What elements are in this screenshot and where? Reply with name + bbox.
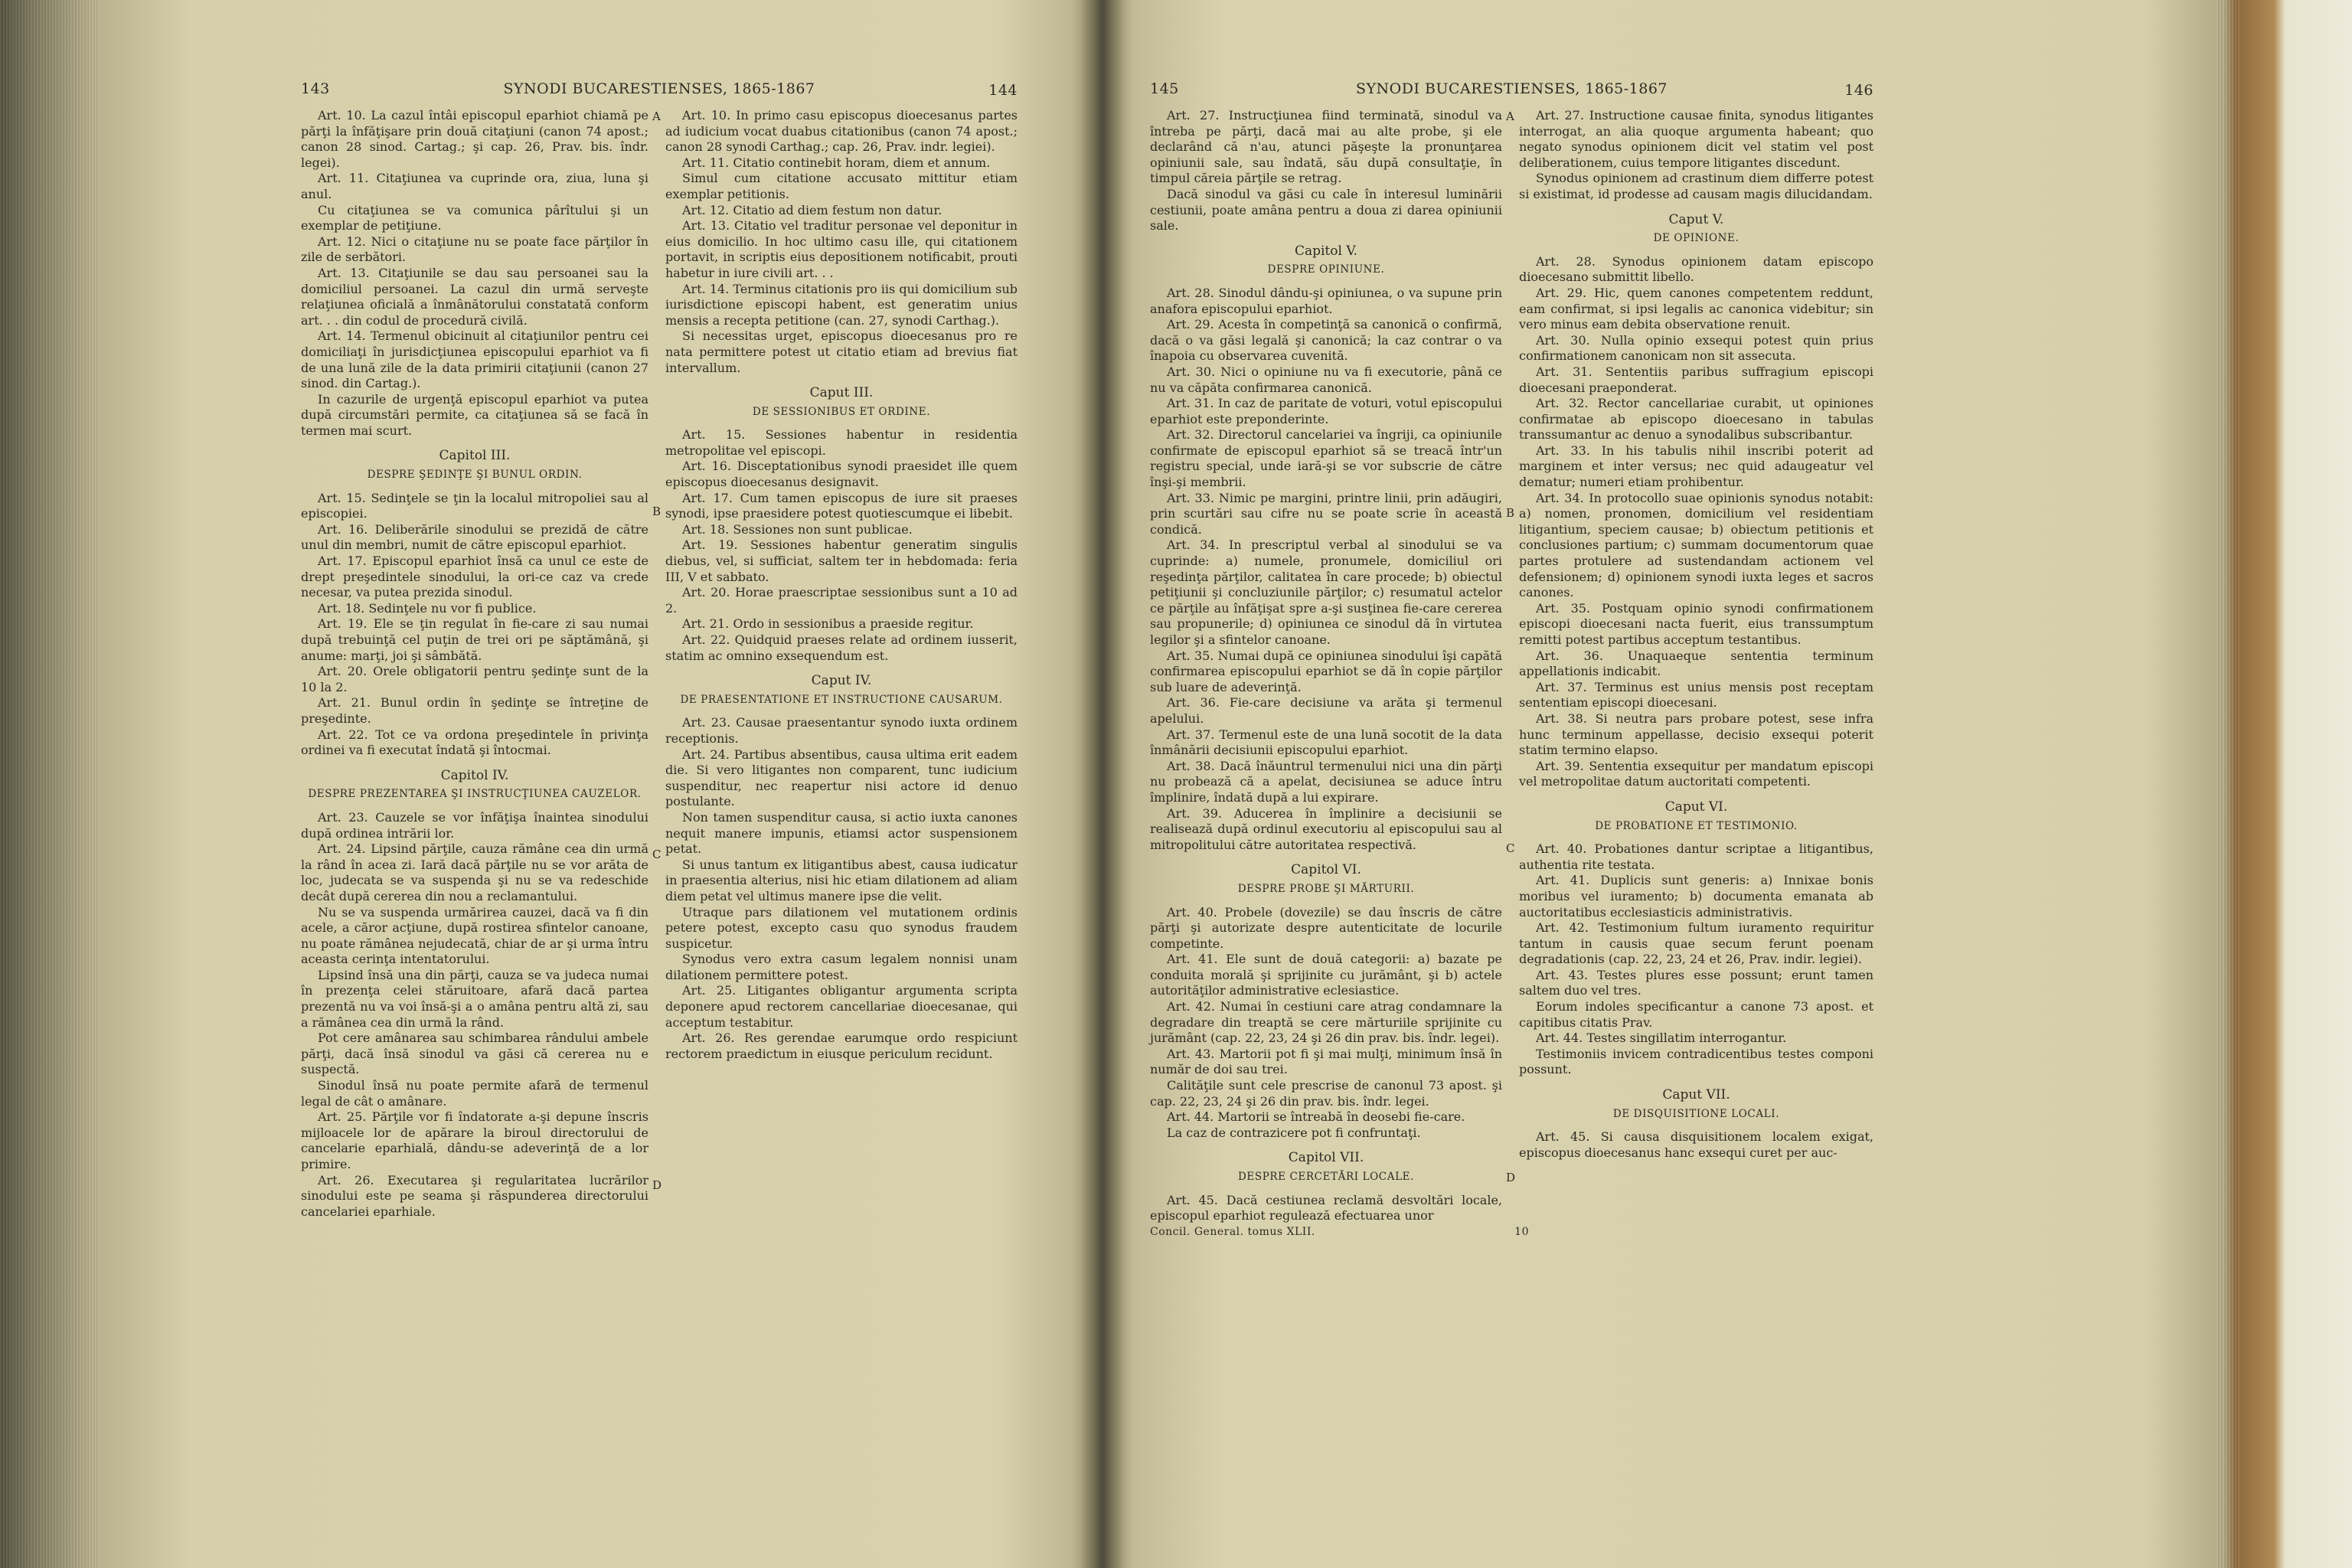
left-page — [301, 73, 1018, 1220]
page-footer — [1150, 1226, 1873, 1238]
article-paragraph: Art. 37. Terminus est unius mensis post receptam sententiam episcopi dioecesani. — [1519, 679, 1873, 710]
margin-marker: B — [652, 505, 662, 518]
romanian-column — [1150, 108, 1502, 1224]
article-paragraph: Art. 12. Citatio ad diem festum non datur. — [682, 202, 942, 217]
latin-column — [1519, 108, 1873, 1224]
article-paragraph: Art. 42. Testimonium fultum iuramento requiritur tantum in causis quae secum ferunt poenam degradationis (cap. 22, 23, 24 et 26, Prav. indir. legiei). — [1519, 920, 1873, 967]
chapter-subtitle: DE DISQUISITIONE LOCALI. — [1612, 1107, 1780, 1120]
page-edges-left — [0, 0, 100, 1568]
page-edges-right — [2216, 0, 2239, 1568]
chapter-heading: Capitol VII. — [1288, 1150, 1364, 1166]
right-page — [1150, 73, 1873, 1238]
article-paragraph: Art. 32. Rector cancellariae curabit, ut opiniones confirmatae ab episcopo dioecesano in tabulas transsumantur ac denuo a synodalibus subscribantur. — [1519, 396, 1873, 443]
running-header — [301, 73, 1018, 103]
article-paragraph: Art. 28. Synodus opinionem datam episcopo dioecesano submittit libello. — [1519, 253, 1873, 285]
article-paragraph: Art. 33. Nimic pe margini, printre linii, prin adăugiri, prin scurtări sau cifre nu se poate scrie în această condică. — [1150, 490, 1502, 537]
chapter-heading: Capitol VI. — [1291, 862, 1361, 878]
chapter-subtitle: DE SESSIONIBUS ET ORDINE. — [752, 405, 931, 418]
chapter-subtitle: DESPRE OPINIUNE. — [1267, 263, 1385, 276]
article-paragraph: Sinodul însă nu poate permite afară de termenul legal de cât o amânare. — [301, 1078, 648, 1109]
margin-marker: C — [1506, 841, 1515, 855]
chapter-heading: Caput IV. — [811, 673, 872, 689]
article-paragraph: Art. 42. Numai în cestiuni care atrag condamnare la degradare din treaptă se cere mărturiile sprijinite cu jurământ (cap. 22, 23, 24 şi 26 din prav. bis. îndr. legei). — [1150, 999, 1502, 1046]
article-paragraph: Art. 27. Instructione causae finita, synodus litigantes interrogat, an alia quoque argumenta habeant; quo negato synodus opinionem dicit vel statim vel post deliberationem, cuius tempore litigantes discedunt. — [1519, 108, 1873, 170]
chapter-heading: Caput VII. — [1662, 1087, 1730, 1103]
article-paragraph: Art. 18. Sedinţele nu vor fi publice. — [318, 600, 537, 616]
article-paragraph: Art. 15. Sessiones habentur in residentia metropolitae vel episcopi. — [665, 427, 1018, 458]
article-paragraph: Nu se va suspenda urmărirea cauzei, dacă va fi din acele, a căror acţiune, după rostirea sfintelor canoane, nu poate rămânea nejudecată, chiar de ar şi urma întru aceasta cerinţa intentatorului. — [301, 904, 648, 967]
chapter-heading: Capitol III. — [439, 448, 511, 464]
article-paragraph: Art. 31. In caz de paritate de voturi, votul episcopului eparhiot este preponderinte. — [1150, 396, 1502, 426]
running-title: SYNODI BUCARESTIENSES, 1865-1867 — [503, 80, 815, 97]
article-paragraph: Non tamen suspenditur causa, si actio iuxta canones nequit manere impunis, etiamsi actor suspensionem petat. — [665, 809, 1018, 857]
running-title: SYNODI BUCARESTIENSES, 1865-1867 — [1355, 80, 1668, 97]
margin-markers — [1502, 108, 1519, 1224]
article-paragraph: Art. 21. Ordo in sessionibus a praeside regitur. — [682, 616, 974, 632]
latin-column — [665, 108, 1018, 1220]
article-paragraph: Art. 38. Si neutra pars probare potest, sese infra hunc terminum appellasse, decisio exsequi poterit statim termino elapso. — [1519, 710, 1873, 758]
article-paragraph: Cu citaţiunea se va comunica pârîtului şi un exemplar de petiţiune. — [301, 202, 648, 234]
margin-marker: D — [1506, 1171, 1516, 1184]
article-paragraph: Art. 19. Ele se ţin regulat în fie-care zi sau numai după trebuinţă cel puţin de trei ori pe săptămână, şi anume: marţi, joi şi sâmbătă. — [301, 616, 648, 663]
article-paragraph: Art. 10. La cazul întâi episcopul eparhiot chiamă pe părţi la înfăţişare prin două citaţiuni (canon 74 apost.; canon 28 sinod. Cartag.; şi cap. 26, Prav. bis. îndr. legei). — [301, 108, 648, 170]
article-paragraph: Art. 26. Executarea şi regularitatea lucrărilor sinodului este pe seama şi răspunderea directorului cancelariei eparhiale. — [301, 1172, 648, 1219]
margin-marker: A — [1506, 109, 1514, 123]
article-paragraph: Art. 13. Citaţiunile se dau sau persoanei sau la domiciliul persoanei. La cazul din urmă serveşte relaţiunea oficială a înmânătorului constatată conform art. . . din codul de procedură civilă. — [301, 265, 648, 328]
chapter-heading: Caput VI. — [1664, 799, 1728, 815]
article-paragraph: Art. 23. Cauzele se vor înfăţişa înaintea sinodului după ordinea intrării lor. — [301, 809, 648, 841]
article-paragraph: Art. 43. Martorii pot fi şi mai mulţi, minimum însă în număr de doi sau trei. — [1150, 1046, 1502, 1077]
article-paragraph: Art. 16. Disceptationibus synodi praesidet ille quem episcopus dioecesanus designavit. — [665, 459, 1018, 490]
article-paragraph: Art. 26. Res gerendae earumque ordo respiciunt rectorem praedictum in eiusque periculum recidunt. — [665, 1031, 1018, 1061]
article-paragraph: Art. 40. Probationes dantur scriptae a litigantibus, authentia rite testata. — [1519, 841, 1873, 872]
article-paragraph: Art. 41. Ele sunt de două categorii: a) bazate pe conduita morală şi sprijinite cu jurământ, şi b) actele autorităţilor administrative eclesiastice. — [1150, 952, 1502, 998]
page-number: 143 — [301, 80, 330, 97]
chapter-heading: Capitol IV. — [440, 767, 509, 783]
article-paragraph: Art. 22. Tot ce va ordona preşedintele în privinţa ordinei va fi executat îndată şi întocmai. — [301, 727, 648, 758]
article-paragraph: Art. 15. Sedinţele se ţin la localul mitropoliei sau al episcopiei. — [301, 490, 648, 521]
article-paragraph: Art. 36. Fie-care decisiune va arăta şi termenul apelului. — [1150, 695, 1502, 726]
article-paragraph: Art. 33. In his tabulis nihil inscribi poterit ad marginem et inter versus; nec quid adaugeatur vel dematur; numeri etiam prohibentur. — [1519, 443, 1873, 490]
article-paragraph: Art. 44. Testes singillatim interrogantur. — [1536, 1031, 1787, 1046]
article-paragraph: La caz de contrazicere pot fi confruntaţi. — [1167, 1125, 1421, 1140]
article-paragraph: Art. 28. Sinodul dându-şi opiniunea, o va supune prin anafora episcopului eparhiot. — [1150, 285, 1502, 316]
article-paragraph: Art. 30. Nulla opinio exsequi potest quin prius confirmationem canonicam non sit assecuta. — [1519, 332, 1873, 364]
article-paragraph: Art. 24. Partibus absentibus, causa ultima erit eadem die. Si vero litigantes non comparent, tunc iudicium suspenditur, nec reapertur nisi actore id denuo postulante. — [665, 746, 1018, 809]
article-paragraph: Art. 14. Terminus citationis pro iis qui domicilium sub iurisdictione episcopi habent, est generatim unius mensis a recepta petitione (can. 27, synodi Carthag.). — [665, 281, 1018, 328]
chapter-subtitle: DESPRE PROBE ŞI MĂRTURII. — [1237, 882, 1415, 895]
article-paragraph: Art. 17. Episcopul eparhiot însă ca unul ce este de drept preşedintele sinodului, la ori-ce caz va crede necesar, va putea prezida sinodul. — [301, 554, 648, 600]
article-paragraph: Art. 27. Instrucţiunea fiind terminată, sinodul va întreba pe părţi, dacă mai au alte probe, şi ele declarând că n'au, atunci păşeşte la pronunţarea opiniunii sale, sau îndată, său după consultaţie, în timpul căreia părţile se retrag. — [1150, 108, 1502, 186]
article-paragraph: Utraque pars dilationem vel mutationem ordinis petere potest, excepto casu quo synodus fraudem suspicetur. — [665, 904, 1018, 951]
article-paragraph: Art. 13. Citatio vel traditur personae vel deponitur in eius domicilio. In hoc ultimo casu ille, qui citationem portavit, in scriptis eius depositionem notificabit, prouti habetur in iure civili art. . . — [665, 218, 1018, 280]
article-paragraph: Art. 11. Citaţiunea va cuprinde ora, ziua, luna şi anul. — [301, 171, 648, 201]
article-paragraph: Art. 17. Cum tamen episcopus de iure sit praeses synodi, ipse praesidere potest quotiescumque ei libebit. — [665, 490, 1018, 521]
article-paragraph: Art. 38. Dacă înăuntrul termenului nici una din părţi nu probează că a apelat, decisiunea se aduce întru împlinire, îndată după a lui expirare. — [1150, 758, 1502, 805]
article-paragraph: Art. 37. Termenul este de una lună socotit de la data înmânării decisiunii episcopului eparhiot. — [1150, 727, 1502, 758]
article-paragraph: Simul cum citatione accusato mittitur etiam exemplar petitionis. — [665, 171, 1018, 201]
margin-marker: B — [1506, 506, 1515, 520]
article-paragraph: Art. 45. Si causa disquisitionem localem exigat, episcopus dioecesanus hanc exsequi curet per auc- — [1519, 1129, 1873, 1160]
article-paragraph: Si unus tantum ex litigantibus abest, causa iudicatur in praesentia alterius, nisi hic etiam dilationem ad aliam diem petat vel ultimus manere ipse die velit. — [665, 857, 1018, 903]
article-paragraph: Si necessitas urget, episcopus dioecesanus pro re nata permittere potest ut citatio etiam ad brevius fiat intervallum. — [665, 328, 1018, 375]
article-paragraph: Art. 40. Probele (dovezile) se dau înscris de către părţi şi autorizate despre autenticitate de locurile competinte. — [1150, 904, 1502, 951]
article-paragraph: Art. 45. Dacă cestiunea reclamă desvoltări locale, episcopul eparhiot regulează efectuarea unor — [1150, 1192, 1502, 1223]
article-paragraph: Art. 14. Termenul obicinuit al citaţiunilor pentru cei domiciliaţi în jurisdicţiunea episcopului eparhiot va fi de una lună zile de la data primirii citaţiunii (canon 27 sinod. din Cartag.). — [301, 328, 648, 391]
article-paragraph: Art. 29. Acesta în competinţă sa canonică o confirmă, dacă o va găsi legală şi canonică; la caz contrar o va înapoia cu observarea cuvenită. — [1150, 317, 1502, 364]
margin-marker: C — [652, 848, 662, 861]
signature-number: 10 — [1514, 1225, 1529, 1238]
article-paragraph: Art. 34. In prescriptul verbal al sinodului se va cuprinde: a) numele, pronumele, domiciliul ori reşedinţa părţilor, calitatea în care procede; b) obiectul petiţiunii şi concluziunile părţilor; c) resumatul actelor ce părţile au înfăţişat spre a-şi susţinea fie-care cererea sau propunerile; d) opiniunea ce sinodul dă în virtutea legilor şi a sfintelor canoane. — [1150, 537, 1502, 647]
book-gutter — [1081, 0, 1124, 1568]
article-paragraph: Art. 11. Citatio continebit horam, diem et annum. — [682, 155, 991, 170]
chapter-heading: Capitol V. — [1294, 243, 1358, 259]
article-paragraph: Art. 23. Causae praesentantur synodo iuxta ordinem receptionis. — [665, 715, 1018, 746]
chapter-subtitle: DESPRE ŞEDINŢE ŞI BUNUL ORDIN. — [367, 469, 583, 482]
article-paragraph: Synodus vero extra casum legalem nonnisi unam dilationem permittere potest. — [665, 952, 1018, 982]
article-paragraph: Art. 20. Horae praescriptae sessionibus sunt a 10 ad 2. — [665, 585, 1018, 616]
article-paragraph: Art. 19. Sessiones habentur generatim singulis diebus, vel, si sufficiat, saltem ter in hebdomada: feria III, V et sabbato. — [665, 537, 1018, 584]
article-paragraph: Lipsind însă una din părţi, cauza se va judeca numai în prezenţa celei stăruitoare, afară dacă partea prezentă nu va voi însă-şi a o amâna pentru altă zi, sau a rămânea cea din urmă la rând. — [301, 967, 648, 1030]
article-paragraph: Art. 21. Bunul ordin în şedinţe se întreţine de preşedinte. — [301, 695, 648, 726]
page-number: 145 — [1150, 80, 1179, 97]
article-paragraph: Synodus opinionem ad crastinum diem differre potest si existimat, id prodesse ad causam magis dilucidandam. — [1519, 171, 1873, 201]
chapter-subtitle: DESPRE CERCETĂRI LOCALE. — [1237, 1171, 1415, 1183]
chapter-subtitle: DE PRAESENTATIONE ET INSTRUCTIONE CAUSARUM. — [680, 693, 1003, 706]
article-paragraph: Art. 31. Sententiis paribus suffragium episcopi dioecesani praeponderat. — [1519, 364, 1873, 395]
article-paragraph: Art. 36. Unaquaeque sententia terminum appellationis indicabit. — [1519, 648, 1873, 679]
signature-mark: Concil. General. tomus XLII. — [1150, 1225, 1315, 1238]
page-number: 144 — [988, 82, 1018, 99]
article-paragraph: Art. 35. Postquam opinio synodi confirmationem episcopi dioecesani nacta fuerit, eius transsumptum remitti potest partibus acceptum testantibus. — [1519, 600, 1873, 647]
article-paragraph: Art. 12. Nici o citaţiune nu se poate face părţilor în zile de serbători. — [301, 234, 648, 265]
romanian-column — [301, 108, 648, 1220]
running-header — [1150, 73, 1873, 103]
article-paragraph: Art. 39. Aducerea în împlinire a decisiunii se realisează după ordinul executoriu al episcopului sau al mitropolitului către autoritatea respectivă. — [1150, 805, 1502, 852]
article-paragraph: Art. 25. Litigantes obligantur argumenta scripta deponere apud rectorem cancellariae dioecesanae, qui acceptum testabitur. — [665, 983, 1018, 1030]
article-paragraph: Art. 34. In protocollo suae opinionis synodus notabit: a) nomen, pronomen, domicilium vel residentiam litigantium, speciem causae; b) obiectum petitionis et conclusiones partium; c) summam documentorum quae partes protulere ad sustendandam actionem vel defensionem; d) opinionem synodi iuxta leges et sacros canones. — [1519, 490, 1873, 600]
article-paragraph: Art. 35. Numai după ce opiniunea sinodului îşi capătă confirmarea episcopului eparhiot se dă în copie părţilor sub luare de adeverinţă. — [1150, 648, 1502, 694]
chapter-subtitle: DESPRE PREZENTAREA ŞI INSTRUCŢIUNEA CAUZELOR. — [308, 788, 642, 801]
article-paragraph: Pot cere amânarea sau schimbarea rândului ambele părţi, dacă însă sinodul va găsi că cererea nu e suspectă. — [301, 1031, 648, 1077]
page-number: 146 — [1844, 82, 1873, 99]
article-paragraph: Art. 43. Testes plures esse possunt; erunt tamen saltem duo vel tres. — [1519, 967, 1873, 998]
margin-markers — [648, 108, 665, 1220]
article-paragraph: Art. 10. In primo casu episcopus dioecesanus partes ad iudicium vocat duabus citationibus (canon 74 apost.; canon 28 synodi Carthag.; cap. 26, Prav. indr. legiei). — [665, 108, 1018, 155]
article-paragraph: Art. 22. Quidquid praeses relate ad ordinem iusserit, statim ac omnino exsequendum est. — [665, 632, 1018, 663]
margin-marker: D — [652, 1178, 662, 1192]
chapter-heading: Caput V. — [1668, 211, 1724, 227]
article-paragraph: Calităţile sunt cele prescrise de canonul 73 apost. şi cap. 22, 23, 24 şi 26 din prav. bis. îndr. legei. — [1150, 1078, 1502, 1109]
article-paragraph: Art. 41. Duplicis sunt generis: a) Innixae bonis moribus vel iuramento; b) documenta emanata ab auctoritatibus ecclesiasticis administrativis. — [1519, 873, 1873, 920]
margin-marker: A — [652, 109, 661, 123]
article-paragraph: Art. 44. Martorii se întreabă în deosebi fie-care. — [1167, 1109, 1465, 1125]
article-paragraph: Art. 20. Orele obligatorii pentru şedinţe sunt de la 10 la 2. — [301, 664, 648, 694]
article-paragraph: Art. 39. Sententia exsequitur per mandatum episcopi vel metropolitae datum auctoritati competenti. — [1519, 758, 1873, 789]
chapter-subtitle: DE OPINIONE. — [1653, 232, 1740, 245]
article-paragraph: Testimoniis invicem contradicentibus testes componi possunt. — [1519, 1046, 1873, 1077]
chapter-subtitle: DE PROBATIONE ET TESTIMONIO. — [1595, 819, 1798, 832]
article-paragraph: Art. 25. Părţile vor fi îndatorate a-şi depune înscris mijloacele lor de apărare la biroul directorului de cancelarie eparhială, dându-se adeverinţă de a lor primire. — [301, 1109, 648, 1171]
article-paragraph: Dacă sinodul va găsi cu cale în interesul luminării cestiunii, poate amâna pentru a doua zi darea opiniunii sale. — [1150, 186, 1502, 234]
article-paragraph: Art. 29. Hic, quem canones competentem reddunt, eam confirmat, si ipsi legalis ac canonica videbitur; sin vero minus eam debita observatione renuit. — [1519, 285, 1873, 332]
article-paragraph: In cazurile de urgenţă episcopul eparhiot va putea după circumstări permite, ca citaţiunea să se facă în termen mai scurt. — [301, 391, 648, 438]
article-paragraph: Art. 30. Nici o opiniune nu va fi executorie, până ce nu va căpăta confirmarea canonică. — [1150, 364, 1502, 395]
article-paragraph: Eorum indoles specificantur a canone 73 apost. et capitibus citatis Prav. — [1519, 999, 1873, 1030]
article-paragraph: Art. 32. Directorul cancelariei va îngriji, ca opiniunile confirmate de episcopul eparhiot să se treacă într'un registru special, unde iară-şi se vor subscrie de către înşi-şi membrii. — [1150, 427, 1502, 490]
article-paragraph: Art. 18. Sessiones non sunt publicae. — [682, 521, 913, 537]
article-paragraph: Art. 24. Lipsind părţile, cauza rămâne cea din urmă la rând în acea zi. Iară dacă părţile nu se vor arăta de loc, judecata se va suspenda şi nu se va redeschide decât după cererea din nou a reclamantului. — [301, 841, 648, 903]
chapter-heading: Caput III. — [809, 385, 874, 401]
article-paragraph: Art. 16. Deliberările sinodului se prezidă de către unul din membri, numit de către episcopul eparhiot. — [301, 521, 648, 553]
